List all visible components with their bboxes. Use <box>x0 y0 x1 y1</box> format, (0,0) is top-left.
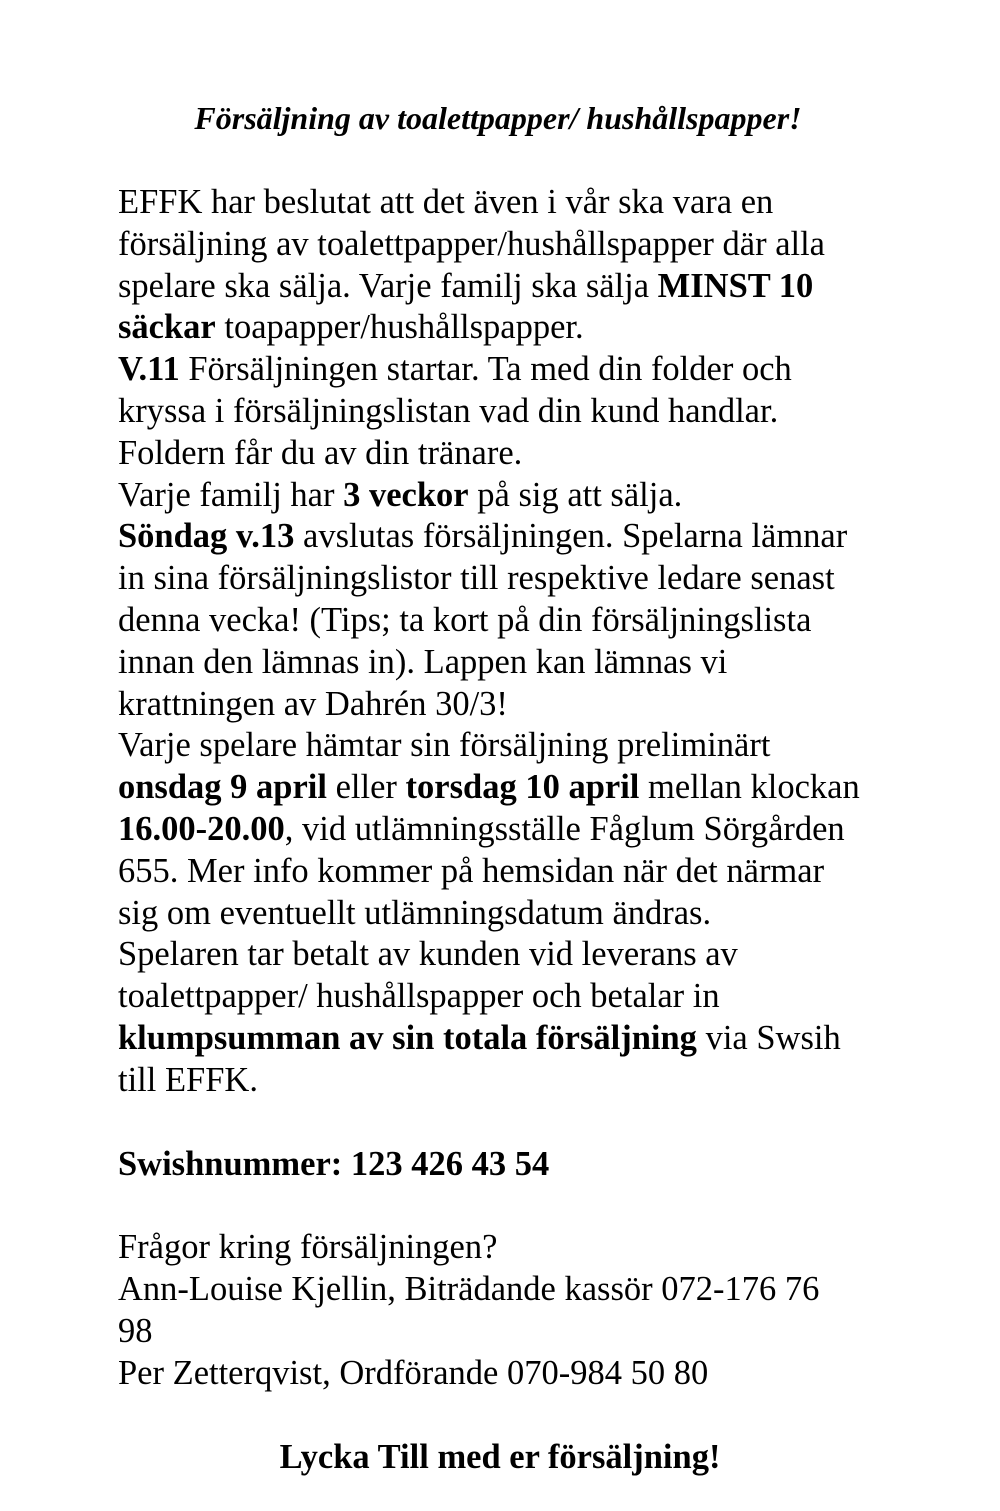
text-run: på sig att sälja. <box>468 475 683 514</box>
text-run: innan den lämnas in). Lappen kan lämnas vi <box>118 642 728 681</box>
body-line <box>118 725 908 767</box>
contact-line: Ann-Louise Kjellin, Biträdande kassör 072-176 76 <box>118 1270 820 1309</box>
body-line <box>118 934 908 976</box>
bold-text: 3 veckor <box>343 475 469 514</box>
swish-number: Swishnummer: 123 426 43 54 <box>118 1144 550 1183</box>
text-run: in sina försäljningslistor till respektive ledare senast <box>118 559 835 598</box>
body-line <box>118 642 908 684</box>
text-run: Foldern får du av din tränare. <box>118 433 523 472</box>
bold-text: torsdag 10 april <box>405 768 640 807</box>
body-line <box>118 307 908 349</box>
text-run: försäljning av toalettpapper/hushållspapper där alla <box>118 224 825 263</box>
text-run: via Swsih <box>696 1018 841 1057</box>
body-line <box>118 558 908 600</box>
body-line <box>118 433 908 475</box>
contact-line: Per Zetterqvist, Ordförande 070-984 50 80 <box>118 1353 709 1392</box>
text-run: till EFFK. <box>118 1060 258 1099</box>
text-run: toalettpapper/ hushållspapper och betalar in <box>118 977 720 1016</box>
body-line <box>118 851 908 893</box>
body-line <box>118 516 908 558</box>
body-line <box>118 767 908 809</box>
bold-text: klumpsumman av sin totala försäljning <box>118 1018 697 1057</box>
text-run: , vid utlämningsställe Fåglum Sörgården <box>284 809 845 848</box>
bold-text: MINST 10 <box>657 266 814 305</box>
body-line <box>118 182 908 224</box>
flyer-page <box>118 96 908 1478</box>
text-run: toapapper/hushållspapper. <box>215 308 584 347</box>
bold-text: onsdag 9 april <box>118 768 327 807</box>
body-line <box>118 1018 908 1060</box>
body-line <box>118 684 908 726</box>
bold-text: säckar <box>118 308 216 347</box>
text-run: kryssa i försäljningslistan vad din kund handlar. <box>118 391 779 430</box>
text-run: 655. Mer info kommer på hemsidan när det närmar <box>118 851 825 890</box>
text-run: krattningen av Dahrén 30/3! <box>118 684 508 723</box>
body-line <box>118 391 908 433</box>
text-run: EFFK har beslutat att det även i vår ska vara en <box>118 183 774 221</box>
contact-section <box>118 1227 908 1394</box>
bold-text: 16.00-20.00 <box>118 809 285 848</box>
text-run: Försäljningen startar. Ta med din folder och <box>179 350 792 389</box>
body-line <box>118 266 908 308</box>
body-line <box>118 224 908 266</box>
text-run: denna vecka! (Tips; ta kort på din försäljningslista <box>118 600 812 639</box>
text-run: spelare ska sälja. Varje familj ska sälja <box>118 266 658 305</box>
text-run: sig om eventuellt utlämningsdatum ändras. <box>118 893 712 932</box>
body-line <box>118 893 908 935</box>
body-line <box>118 976 908 1018</box>
text-run: mellan klockan <box>639 768 860 807</box>
body-line <box>118 809 908 851</box>
closing-message: Lycka Till med er försäljning! <box>279 1437 721 1476</box>
contact-line: 98 <box>118 1311 153 1350</box>
page-title: Försäljning av toalettpapper/ hushållspapper! <box>194 100 802 136</box>
text-run: eller <box>326 768 406 807</box>
body-line <box>118 1060 908 1102</box>
text-run: avslutas försäljningen. Spelarna lämnar <box>294 517 848 556</box>
body-line <box>118 475 908 517</box>
bold-text: Söndag v.13 <box>118 517 295 556</box>
body-line <box>118 349 908 391</box>
text-run: Varje familj har <box>118 475 344 514</box>
body-paragraph <box>118 182 908 1102</box>
text-run: Spelaren tar betalt av kunden vid leverans av <box>118 935 738 974</box>
text-run: Varje spelare hämtar sin försäljning preliminärt <box>118 726 771 765</box>
contact-line: Frågor kring försäljningen? <box>118 1228 498 1267</box>
bold-text: V.11 <box>118 350 180 389</box>
body-line <box>118 600 908 642</box>
